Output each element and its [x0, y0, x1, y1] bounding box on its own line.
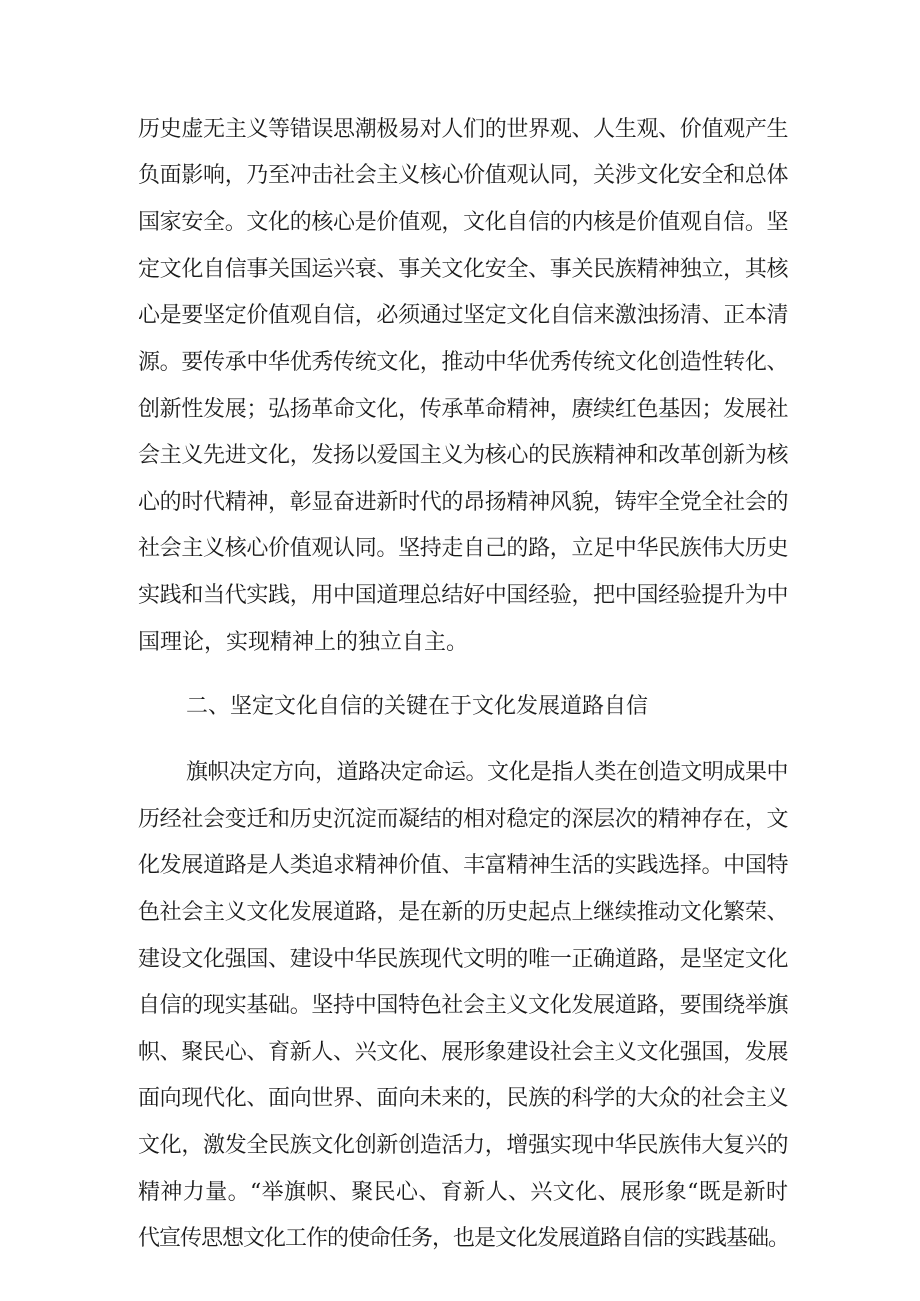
paragraph-2-line: 精神力量。“举旗帜、聚民心、育新人、兴文化、展形象“既是新时: [138, 1180, 788, 1205]
paragraph-2-line: 代宣传思想文化工作的使命任务，也是文化发展道路自信的实践基础。: [138, 1226, 790, 1251]
paragraph-2-line: 旗帜决定方向，道路决定命运。文化是指人类在创造文明成果中: [186, 760, 789, 785]
paragraph-1-line: 创新性发展；弘扬革命文化，传承革命精神，赓续红色基因；发展社: [138, 397, 788, 422]
paragraph-1-line: 实践和当代实践，用中国道理总结好中国经验，把中国经验提升为中: [138, 583, 788, 608]
paragraph-1-line: 国理论，实现精神上的独立自主。: [138, 630, 469, 655]
paragraph-2-line: 文化，激发全民族文化创新创造活力，增强实现中华民族伟大复兴的: [138, 1133, 788, 1158]
paragraph-2-line: 建设文化强国、建设中华民族现代文明的唯一正确道路，是坚定文化: [138, 947, 788, 972]
paragraph-1-line: 定文化自信事关国运兴衰、事关文化安全、事关民族精神独立，其核: [138, 257, 788, 282]
paragraph-1-line: 源。要传承中华优秀传统文化，推动中华优秀传统文化创造性转化、: [138, 350, 788, 375]
paragraph-2-line: 自信的现实基础。坚持中国特色社会主义文化发展道路，要围绕举旗: [138, 993, 788, 1018]
paragraph-1-line: 国家安全。文化的核心是价值观，文化自信的内核是价值观自信。坚: [138, 210, 788, 235]
paragraph-1-line: 会主义先进文化，发扬以爱国主义为核心的民族精神和改革创新为核: [138, 443, 788, 468]
paragraph-1-line: 心是要坚定价值观自信，必须通过坚定文化自信来激浊扬清、正本清: [138, 303, 788, 328]
paragraph-1-line: 负面影响，乃至冲击社会主义核心价值观认同，关涉文化安全和总体: [138, 163, 788, 188]
paragraph-1-line: 心的时代精神，彰显奋进新时代的昂扬精神风貌，铸牢全党全社会的: [138, 490, 788, 515]
paragraph-2-line: 化发展道路是人类追求精神价值、丰富精神生活的实践选择。中国特: [138, 853, 788, 878]
section-heading: 二、坚定文化自信的关键在于文化发展道路自信: [186, 694, 649, 719]
paragraph-2-line: 色社会主义文化发展道路，是在新的历史起点上继续推动文化繁荣、: [138, 900, 788, 925]
paragraph-1-line: 历史虚无主义等错误思潮极易对人们的世界观、人生观、价值观产生: [138, 117, 788, 142]
paragraph-1-line: 社会主义核心价值观认同。坚持走自己的路，立足中华民族伟大历史: [138, 536, 788, 561]
paragraph-2-line: 面向现代化、面向世界、面向未来的，民族的科学的大众的社会主义: [138, 1086, 788, 1111]
paragraph-2-line: 帜、聚民心、育新人、兴文化、展形象建设社会主义文化强国，发展: [138, 1040, 788, 1065]
paragraph-2-line: 历经社会变迁和历史沉淀而凝结的相对稳定的深层次的精神存在，文: [138, 807, 788, 832]
